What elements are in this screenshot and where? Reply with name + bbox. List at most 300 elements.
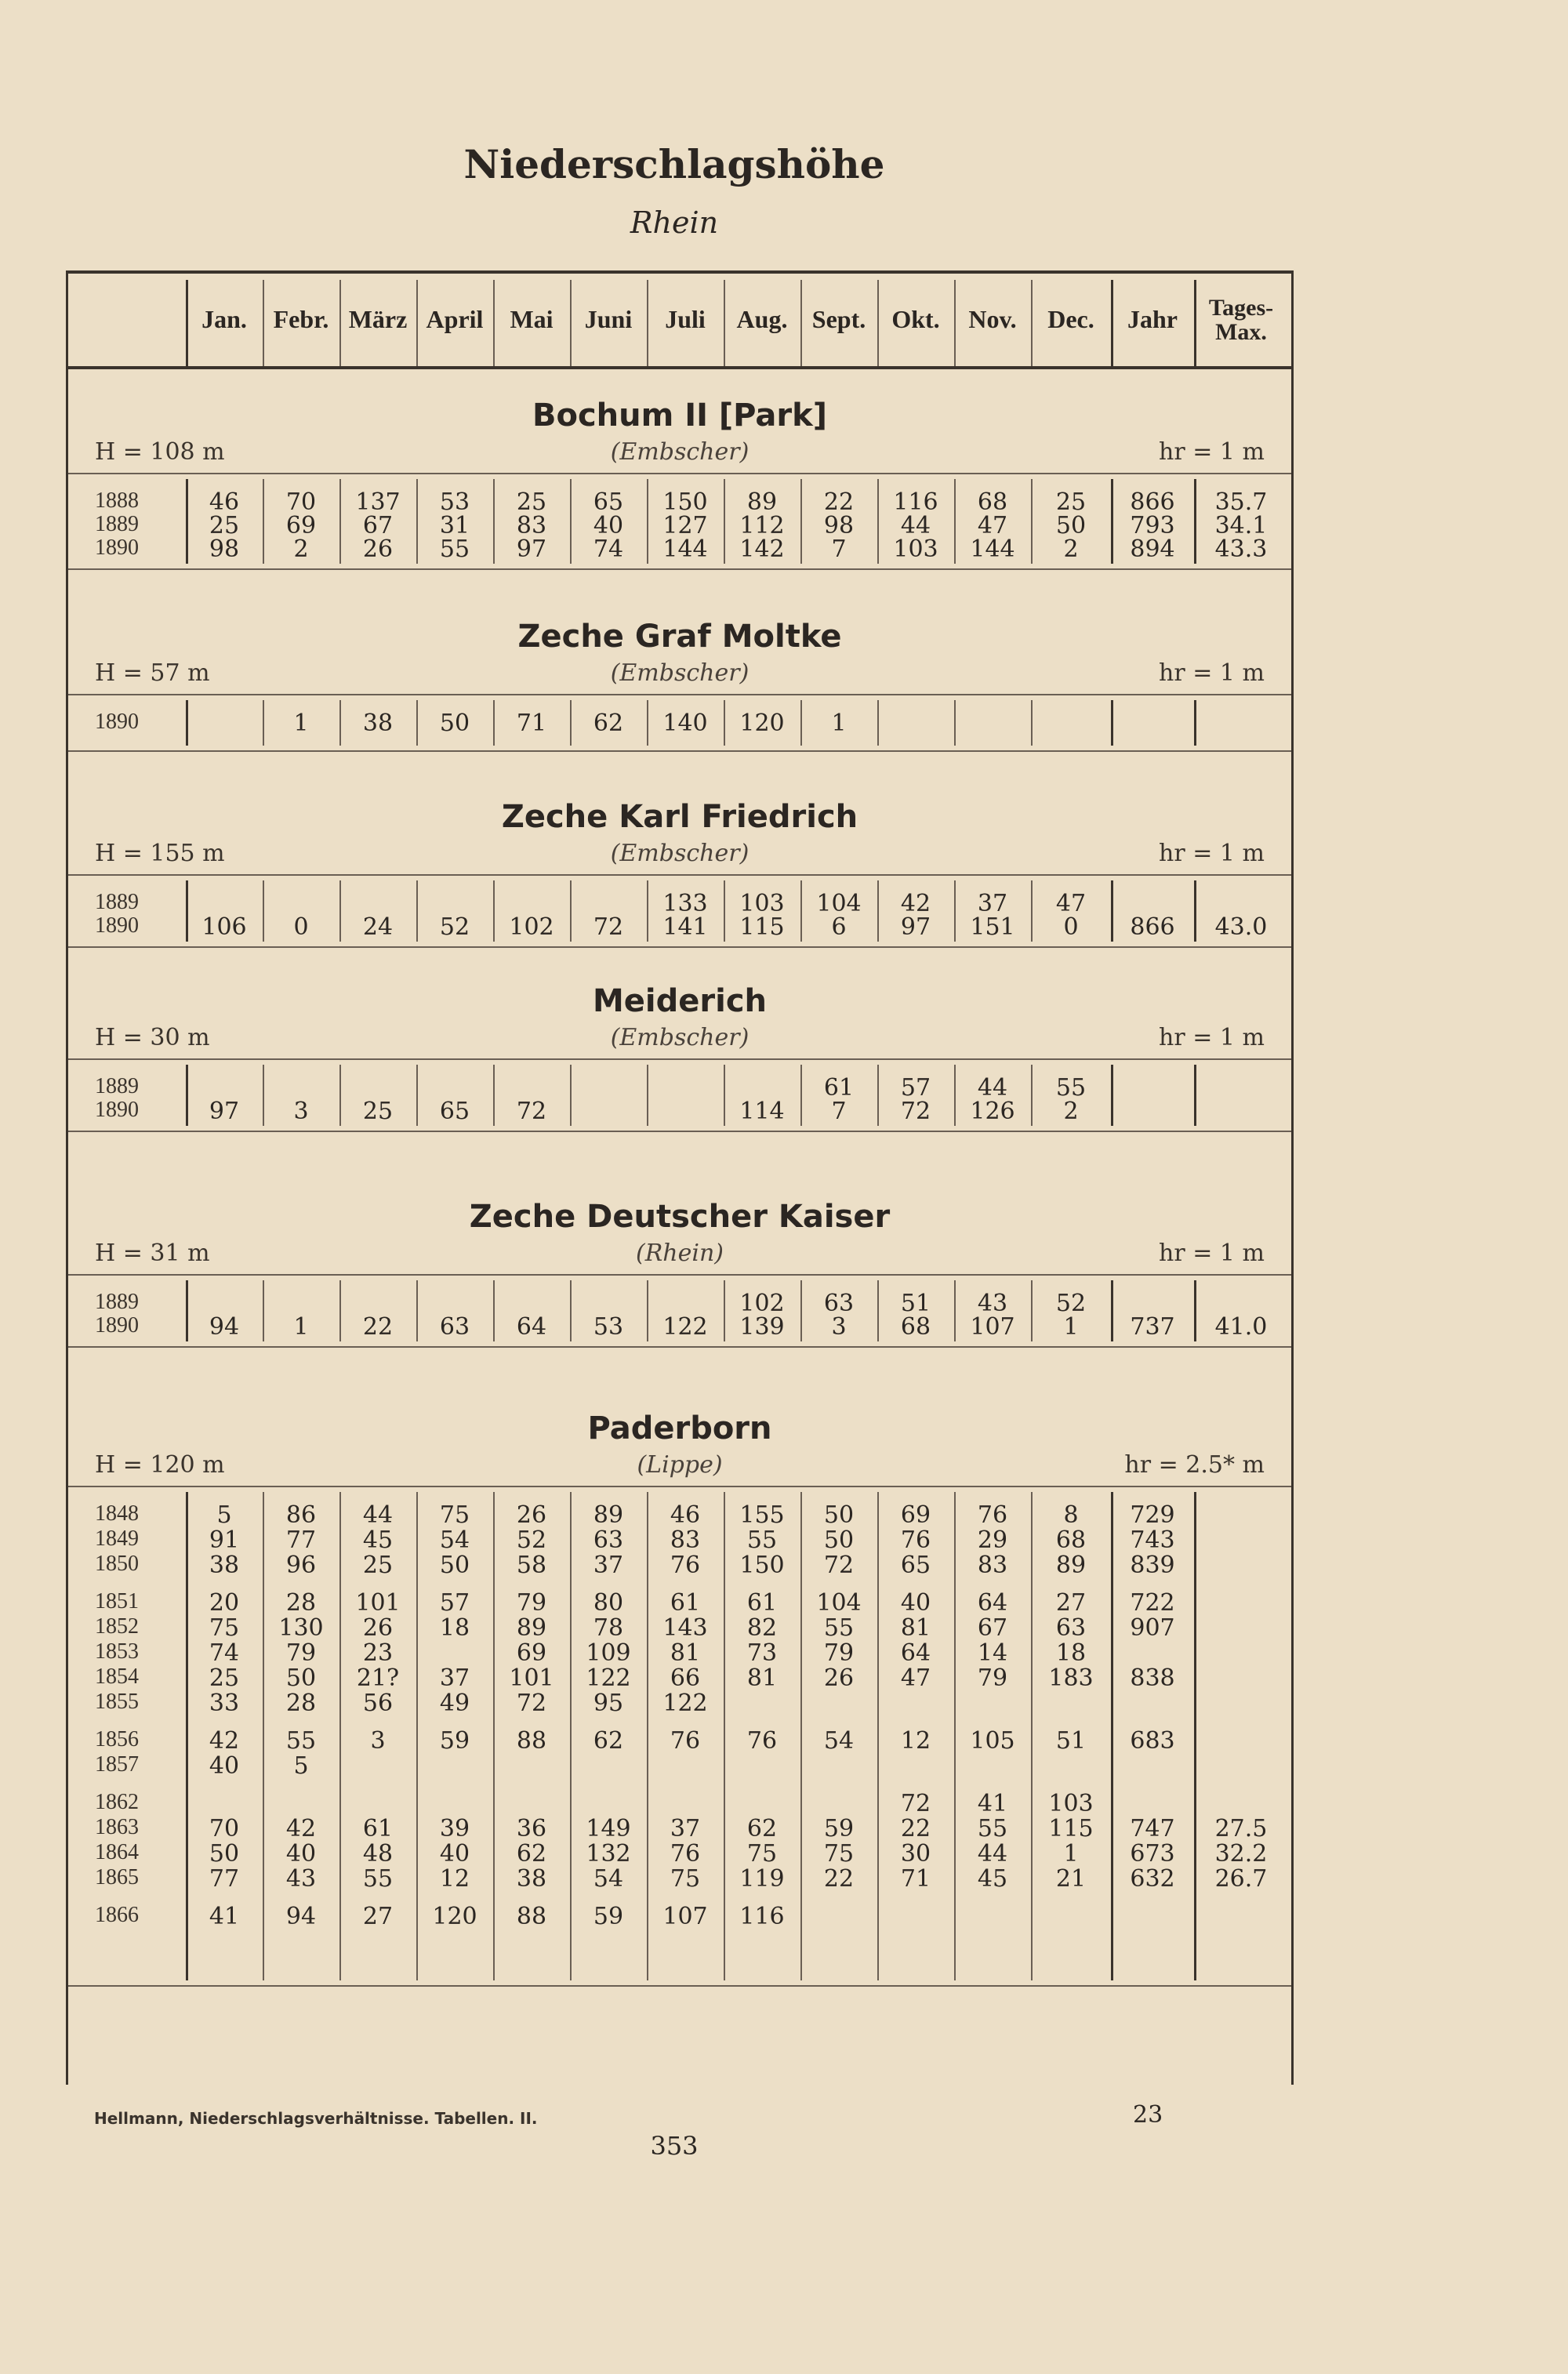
cell-value: 18 [1055,1639,1087,1667]
cell-value: 97 [900,913,931,941]
column-header-label: Okt. [891,305,940,334]
column-header-label: Aug. [736,305,788,334]
column-divider [1194,280,1196,366]
station-section [68,366,1291,587]
station-name: Zeche Karl Friedrich [501,799,858,835]
cell-value: 52 [1055,1290,1087,1317]
cell-value: 42 [209,1727,240,1755]
cell-value: 55 [977,1815,1008,1842]
table-row [68,1903,1291,1928]
cell-value: 67 [362,512,394,539]
cell-value: 41 [977,1790,1008,1817]
cell-value: 70 [209,1815,240,1842]
column-divider [800,280,802,366]
row-year: 1854 [95,1664,139,1689]
cell-value: 61 [823,1074,855,1102]
table-row [68,1840,1291,1868]
cell-value: 1 [1063,1313,1079,1341]
cell-value: 42 [900,890,931,917]
cell-value: 72 [900,1790,931,1817]
cell-value: 76 [977,1501,1008,1529]
cell-value: 76 [670,1840,701,1868]
cell-value: 32.2 [1214,1840,1268,1868]
cell-value: 22 [823,488,855,516]
cell-value: 104 [816,1589,862,1617]
cell-value: 68 [900,1313,931,1341]
column-header-label: Nov. [968,305,1017,334]
cell-value: 5 [293,1752,309,1780]
cell-value: 0 [1063,913,1079,941]
cell-value: 48 [362,1840,394,1868]
cell-value: 127 [662,512,708,539]
column-header-label: April [426,305,484,334]
cell-value: 120 [739,710,785,737]
cell-value: 793 [1130,512,1175,539]
cell-value: 116 [739,1903,785,1930]
cell-value: 747 [1130,1815,1175,1842]
cell-value: 55 [285,1727,317,1755]
cell-value: 51 [1055,1727,1087,1755]
cell-value: 126 [970,1098,1015,1125]
cell-value: 98 [209,535,240,563]
table-row [68,1098,1291,1123]
row-year: 1889 [95,1074,139,1098]
cell-value: 75 [209,1614,240,1642]
cell-value: 122 [662,1313,708,1341]
cell-value: 31 [439,512,470,539]
cell-value: 53 [593,1313,624,1341]
cell-value: 139 [739,1313,785,1341]
cell-value: 722 [1130,1589,1175,1617]
row-year: 1856 [95,1727,139,1751]
row-year: 1850 [95,1552,139,1576]
cell-value: 29 [977,1526,1008,1554]
cell-value: 88 [516,1727,547,1755]
page-number: 353 [650,2131,699,2161]
cell-value: 94 [209,1313,240,1341]
cell-value: 683 [1130,1727,1175,1755]
table-row [68,1790,1291,1815]
cell-value: 46 [209,488,240,516]
column-header [570,274,647,366]
cell-value: 61 [670,1589,701,1617]
column-divider [570,280,572,366]
column-header [493,274,570,366]
cell-value: 38 [516,1865,547,1893]
cell-value: 50 [1055,512,1087,539]
row-year: 1864 [95,1840,139,1864]
cell-value: 51 [900,1290,931,1317]
cell-value: 25 [516,488,547,516]
cell-value: 43.0 [1214,913,1268,941]
cell-value: 89 [593,1501,624,1529]
station-section [68,1167,1291,1379]
station-name: Paderborn [587,1410,772,1447]
cell-value: 132 [586,1840,631,1868]
station-height: H = 57 m [95,659,210,687]
cell-value: 101 [355,1589,401,1617]
cell-value: 81 [670,1639,701,1667]
row-year: 1888 [95,488,139,513]
cell-value: 144 [662,535,708,563]
cell-value: 30 [900,1840,931,1868]
row-year: 1863 [95,1815,139,1839]
cell-value: 150 [739,1552,785,1579]
cell-value: 62 [593,710,624,737]
cell-value: 54 [823,1727,855,1755]
cell-value: 72 [823,1552,855,1579]
row-year: 1866 [95,1903,139,1927]
cell-value: 1 [293,1313,309,1341]
cell-value: 112 [739,512,785,539]
cell-value: 65 [593,488,624,516]
station-name: Zeche Deutscher Kaiser [469,1199,891,1235]
cell-value: 36 [516,1815,547,1842]
cell-value: 40 [900,1589,931,1617]
cell-value: 55 [362,1865,394,1893]
table-row [68,1501,1291,1529]
cell-value: 43.3 [1214,535,1268,563]
cell-value: 26.7 [1214,1865,1268,1893]
row-year: 1848 [95,1501,139,1526]
cell-value: 83 [977,1552,1008,1579]
cell-value: 81 [900,1614,931,1642]
cell-value: 96 [285,1552,317,1579]
table-row [68,535,1291,561]
cell-value: 50 [823,1526,855,1554]
column-divider [724,280,725,366]
cell-value: 28 [285,1690,317,1717]
cell-value: 866 [1130,913,1175,941]
table-row [68,1290,1291,1315]
row-year: 1890 [95,535,139,560]
row-year: 1890 [95,1098,139,1122]
cell-value: 77 [209,1865,240,1893]
cell-value: 25 [209,1664,240,1692]
station-height: H = 155 m [95,840,225,867]
cell-value: 12 [900,1727,931,1755]
cell-value: 141 [662,913,708,941]
cell-value: 1 [831,710,847,737]
table-row [68,1313,1291,1341]
section-bottom-line [68,568,1291,570]
cell-value: 183 [1048,1664,1094,1692]
cell-value: 38 [209,1552,240,1579]
cell-value: 82 [746,1614,778,1642]
cell-value: 41.0 [1214,1313,1268,1341]
cell-value: 71 [900,1865,931,1893]
cell-value: 63 [439,1313,470,1341]
cell-value: 21 [1055,1865,1087,1893]
cell-value: 59 [593,1903,624,1930]
cell-value: 64 [516,1313,547,1341]
column-header [1031,274,1111,366]
column-header-label: Mai [510,305,554,334]
table-row [68,1589,1291,1617]
cell-value: 79 [285,1639,317,1667]
cell-value: 66 [670,1664,701,1692]
cell-value: 98 [823,512,855,539]
cell-value: 76 [670,1727,701,1755]
cell-value: 144 [970,535,1015,563]
cell-value: 866 [1130,488,1175,516]
table-row [68,1664,1291,1690]
cell-value: 116 [893,488,938,516]
cell-value: 54 [439,1526,470,1554]
column-divider [1111,280,1113,366]
cell-value: 25 [362,1552,394,1579]
cell-value: 80 [593,1589,624,1617]
station-height: H = 31 m [95,1240,210,1267]
cell-value: 69 [900,1501,931,1529]
cell-value: 62 [593,1727,624,1755]
cell-value: 7 [831,535,847,563]
section-divider [68,1486,1291,1487]
cell-value: 37 [670,1815,701,1842]
cell-value: 97 [209,1098,240,1125]
gauge-height: hr = 1 m [1159,438,1265,466]
column-header-label: März [348,305,408,334]
gauge-height: hr = 1 m [1159,659,1265,687]
cell-value: 50 [285,1664,317,1692]
cell-value: 68 [977,488,1008,516]
cell-value: 72 [593,913,624,941]
cell-value: 894 [1130,535,1175,563]
cell-value: 65 [439,1098,470,1125]
cell-value: 40 [285,1840,317,1868]
cell-value: 89 [516,1614,547,1642]
section-bottom-line [68,1346,1291,1348]
cell-value: 26 [362,535,394,563]
cell-value: 35.7 [1214,488,1268,516]
cell-value: 106 [201,913,247,941]
cell-value: 26 [516,1501,547,1529]
station-river: (Embscher) [610,840,750,867]
cell-value: 7 [831,1098,847,1125]
station-name: Meiderich [592,983,768,1019]
cell-value: 42 [285,1815,317,1842]
cell-value: 75 [439,1501,470,1529]
column-divider [263,280,264,366]
table-row [68,1639,1291,1667]
cell-value: 6 [831,913,847,941]
cell-value: 3 [831,1313,847,1341]
cell-value: 34.1 [1214,512,1268,539]
cell-value: 142 [739,535,785,563]
table-row [68,1865,1291,1893]
cell-value: 839 [1130,1552,1175,1579]
column-divider [186,280,188,366]
table-row [68,1727,1291,1755]
row-year: 1889 [95,890,139,914]
cell-value: 47 [900,1664,931,1692]
cell-value: 107 [662,1903,708,1930]
gauge-height: hr = 1 m [1159,1024,1265,1051]
cell-value: 23 [362,1639,394,1667]
row-year: 1890 [95,913,139,938]
cell-value: 102 [739,1290,785,1317]
cell-value: 115 [1048,1815,1094,1842]
section-divider [68,1058,1291,1060]
column-header [800,274,877,366]
row-year: 1862 [95,1790,139,1814]
table-row [68,1526,1291,1552]
cell-value: 8 [1063,1501,1079,1529]
column-header [1111,274,1194,366]
column-header-label: Juni [584,305,633,334]
cell-value: 26 [362,1614,394,1642]
cell-value: 44 [977,1074,1008,1102]
cell-value: 46 [670,1501,701,1529]
footer-sheet-number: 23 [1133,2101,1163,2129]
cell-value: 44 [362,1501,394,1529]
cell-value: 52 [516,1526,547,1554]
column-header [954,274,1031,366]
cell-value: 18 [439,1614,470,1642]
column-divider [1031,280,1033,366]
station-section [68,1379,1291,2085]
cell-value: 55 [439,535,470,563]
cell-value: 120 [432,1903,477,1930]
station-river: (Embscher) [610,659,750,687]
table-row [68,710,1291,735]
cell-value: 79 [516,1589,547,1617]
section-divider [68,1274,1291,1276]
cell-value: 63 [823,1290,855,1317]
row-year: 1851 [95,1589,139,1614]
cell-value: 37 [977,890,1008,917]
cell-value: 94 [285,1903,317,1930]
cell-value: 50 [209,1840,240,1868]
table-row [68,913,1291,941]
cell-value: 22 [900,1815,931,1842]
cell-value: 67 [977,1614,1008,1642]
cell-value: 56 [362,1690,394,1717]
station-name: Bochum II [Park] [532,397,828,434]
row-year: 1890 [95,1313,139,1338]
cell-value: 25 [362,1098,394,1125]
cell-value: 72 [900,1098,931,1125]
section-divider [68,874,1291,876]
cell-value: 50 [439,710,470,737]
cell-value: 673 [1130,1840,1175,1868]
cell-value: 632 [1130,1865,1175,1893]
cell-value: 91 [209,1526,240,1554]
column-header [877,274,954,366]
cell-value: 101 [509,1664,554,1692]
cell-value: 63 [1055,1614,1087,1642]
cell-value: 133 [662,890,708,917]
cell-value: 76 [746,1727,778,1755]
cell-value: 76 [900,1526,931,1554]
table-row [68,1752,1291,1780]
column-header-label: Sept. [811,305,866,334]
table-row [68,1815,1291,1840]
column-header [263,274,339,366]
column-header [186,274,263,366]
row-year: 1849 [95,1526,139,1551]
precipitation-table [66,270,1294,2085]
station-section [68,952,1291,1167]
column-header-label: Juli [665,305,706,334]
section-bottom-line [68,946,1291,948]
column-header [647,274,724,366]
row-year: 1890 [95,710,139,734]
cell-value: 26 [823,1664,855,1692]
cell-value: 73 [746,1639,778,1667]
station-river: (Embscher) [610,438,750,466]
column-header-label: Febr. [273,305,329,334]
station-height: H = 30 m [95,1024,210,1051]
cell-value: 22 [362,1313,394,1341]
cell-value: 40 [209,1752,240,1780]
column-divider [877,280,879,366]
cell-value: 107 [970,1313,1015,1341]
table-row [68,1690,1291,1715]
cell-value: 47 [977,512,1008,539]
row-year: 1865 [95,1865,139,1889]
cell-value: 55 [1055,1074,1087,1102]
cell-value: 130 [278,1614,324,1642]
cell-value: 38 [362,710,394,737]
cell-value: 72 [516,1098,547,1125]
page-title: Niederschlagshöhe [463,141,885,187]
cell-value: 52 [439,913,470,941]
cell-value: 59 [823,1815,855,1842]
cell-value: 3 [370,1727,386,1755]
cell-value: 89 [746,488,778,516]
cell-value: 77 [285,1526,317,1554]
cell-value: 40 [439,1840,470,1868]
cell-value: 1 [293,710,309,737]
cell-value: 39 [439,1815,470,1842]
row-year: 1889 [95,1290,139,1314]
cell-value: 33 [209,1690,240,1717]
column-header [339,274,416,366]
cell-value: 68 [1055,1526,1087,1554]
column-header-label: Tages- [1208,294,1274,321]
row-year: 1855 [95,1690,139,1714]
cell-value: 103 [893,535,938,563]
cell-value: 97 [516,535,547,563]
section-bottom-line [68,750,1291,752]
column-divider [339,280,341,366]
cell-value: 83 [670,1526,701,1554]
section-bottom-line [68,1131,1291,1132]
station-section [68,587,1291,768]
row-year: 1853 [95,1639,139,1664]
station-river: (Embscher) [610,1024,750,1051]
row-year: 1889 [95,512,139,536]
table-row [68,890,1291,915]
cell-value: 149 [586,1815,631,1842]
cell-value: 12 [439,1865,470,1893]
cell-value: 70 [285,488,317,516]
cell-value: 41 [209,1903,240,1930]
cell-value: 74 [593,535,624,563]
section-divider [68,473,1291,474]
row-year: 1852 [95,1614,139,1639]
cell-value: 151 [970,913,1015,941]
cell-value: 729 [1130,1501,1175,1529]
cell-value: 838 [1130,1664,1175,1692]
cell-value: 55 [823,1614,855,1642]
cell-value: 69 [285,512,317,539]
cell-value: 47 [1055,890,1087,917]
cell-value: 37 [593,1552,624,1579]
cell-value: 103 [1048,1790,1094,1817]
cell-value: 49 [439,1690,470,1717]
